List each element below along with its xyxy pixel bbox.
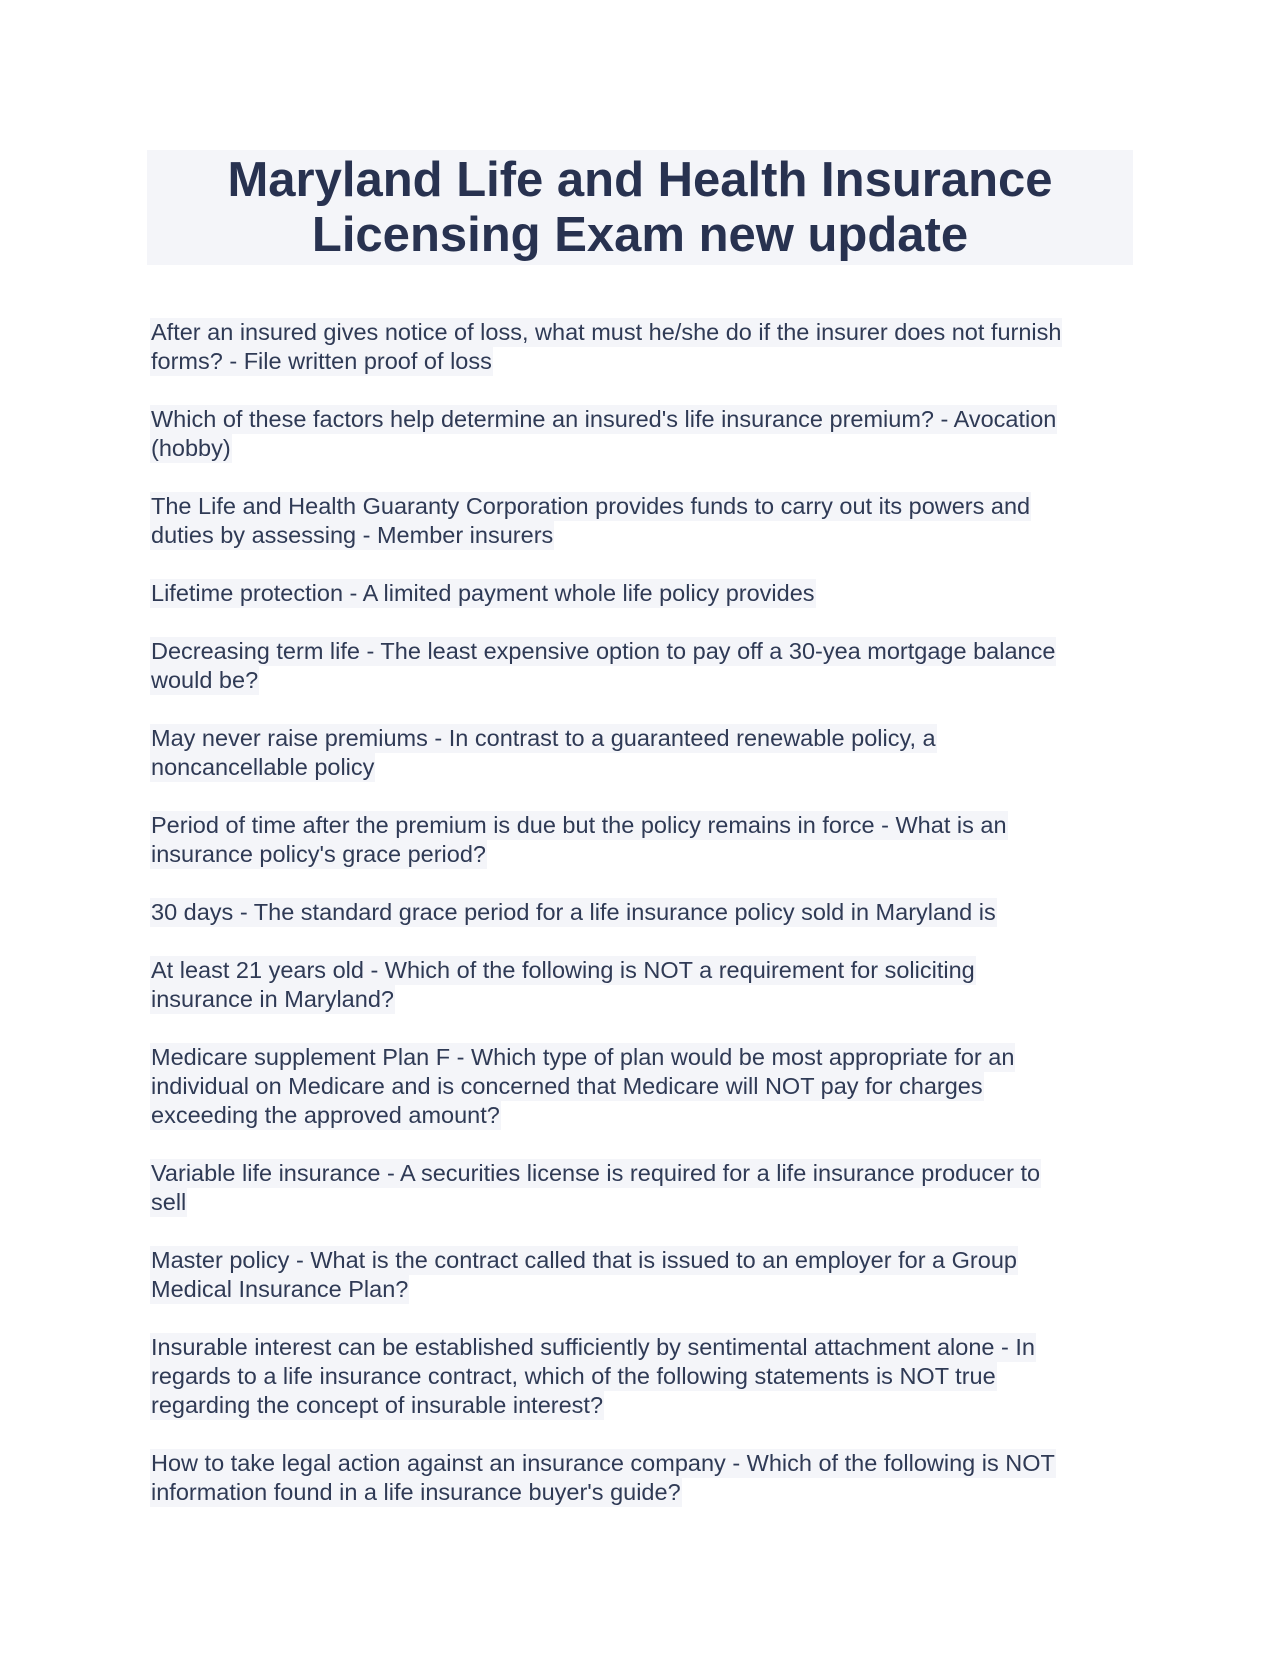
document-title <box>147 150 1133 265</box>
title-line-2: Licensing Exam new update <box>311 207 969 262</box>
qa-line: How to take legal action against an insurance company - Which of the following is NOT <box>151 1450 1055 1476</box>
qa-entry-12 <box>150 1246 1140 1304</box>
qa-entry-1 <box>150 318 1140 376</box>
qa-line: Which of these factors help determine an insured's life insurance premium? - Avocation <box>151 406 1057 432</box>
qa-line: regarding the concept of insurable interest? <box>151 1392 604 1418</box>
qa-line: individual on Medicare and is concerned that Medicare will NOT pay for charges <box>151 1073 983 1099</box>
qa-line: information found in a life insurance buyer's guide? <box>151 1479 681 1505</box>
qa-entry-8 <box>150 898 1140 927</box>
qa-entry-2 <box>150 405 1140 463</box>
qa-line: noncancellable policy <box>151 754 375 780</box>
qa-line: Period of time after the premium is due but the policy remains in force - What is an <box>151 812 1007 838</box>
qa-entry-14 <box>150 1449 1140 1507</box>
qa-entry-13 <box>150 1333 1140 1420</box>
qa-line: regards to a life insurance contract, which of the following statements is NOT true <box>151 1363 996 1389</box>
qa-line: 30 days - The standard grace period for a life insurance policy sold in Maryland is <box>151 899 996 925</box>
qa-line: The Life and Health Guaranty Corporation provides funds to carry out its powers and <box>151 493 1031 519</box>
qa-line: Medical Insurance Plan? <box>151 1276 409 1302</box>
qa-line: Insurable interest can be established sufficiently by sentimental attachment alone - In <box>151 1334 1035 1360</box>
qa-line: forms? - File written proof of loss <box>151 348 492 374</box>
qa-line: sell <box>151 1189 187 1215</box>
qa-entry-3 <box>150 492 1140 550</box>
qa-line: Lifetime protection - A limited payment whole life policy provides <box>151 580 815 606</box>
qa-line: At least 21 years old - Which of the following is NOT a requirement for soliciting <box>151 957 975 983</box>
qa-entry-9 <box>150 956 1140 1014</box>
qa-entry-5 <box>150 637 1140 695</box>
qa-entry-7 <box>150 811 1140 869</box>
qa-line: insurance in Maryland? <box>151 986 394 1012</box>
qa-line: would be? <box>151 667 259 693</box>
qa-line: Variable life insurance - A securities license is required for a life insurance producer to <box>151 1160 1041 1186</box>
title-line-1: Maryland Life and Health Insurance <box>227 152 1053 207</box>
qa-line: insurance policy's grace period? <box>151 841 486 867</box>
qa-line: May never raise premiums - In contrast to a guaranteed renewable policy, a <box>151 725 936 751</box>
qa-line: (hobby) <box>151 435 231 461</box>
qa-line: Master policy - What is the contract called that is issued to an employer for a Group <box>151 1247 1017 1273</box>
qa-line: Decreasing term life - The least expensive option to pay off a 30-yea mortgage balance <box>151 638 1056 664</box>
qa-list <box>150 318 1140 1536</box>
qa-entry-6 <box>150 724 1140 782</box>
qa-line: Medicare supplement Plan F - Which type of plan would be most appropriate for an <box>151 1044 1015 1070</box>
qa-entry-10 <box>150 1043 1140 1130</box>
qa-line: exceeding the approved amount? <box>151 1102 500 1128</box>
qa-line: duties by assessing - Member insurers <box>151 522 554 548</box>
qa-entry-11 <box>150 1159 1140 1217</box>
qa-entry-4 <box>150 579 1140 608</box>
qa-line: After an insured gives notice of loss, what must he/she do if the insurer does not furnish <box>151 319 1062 345</box>
